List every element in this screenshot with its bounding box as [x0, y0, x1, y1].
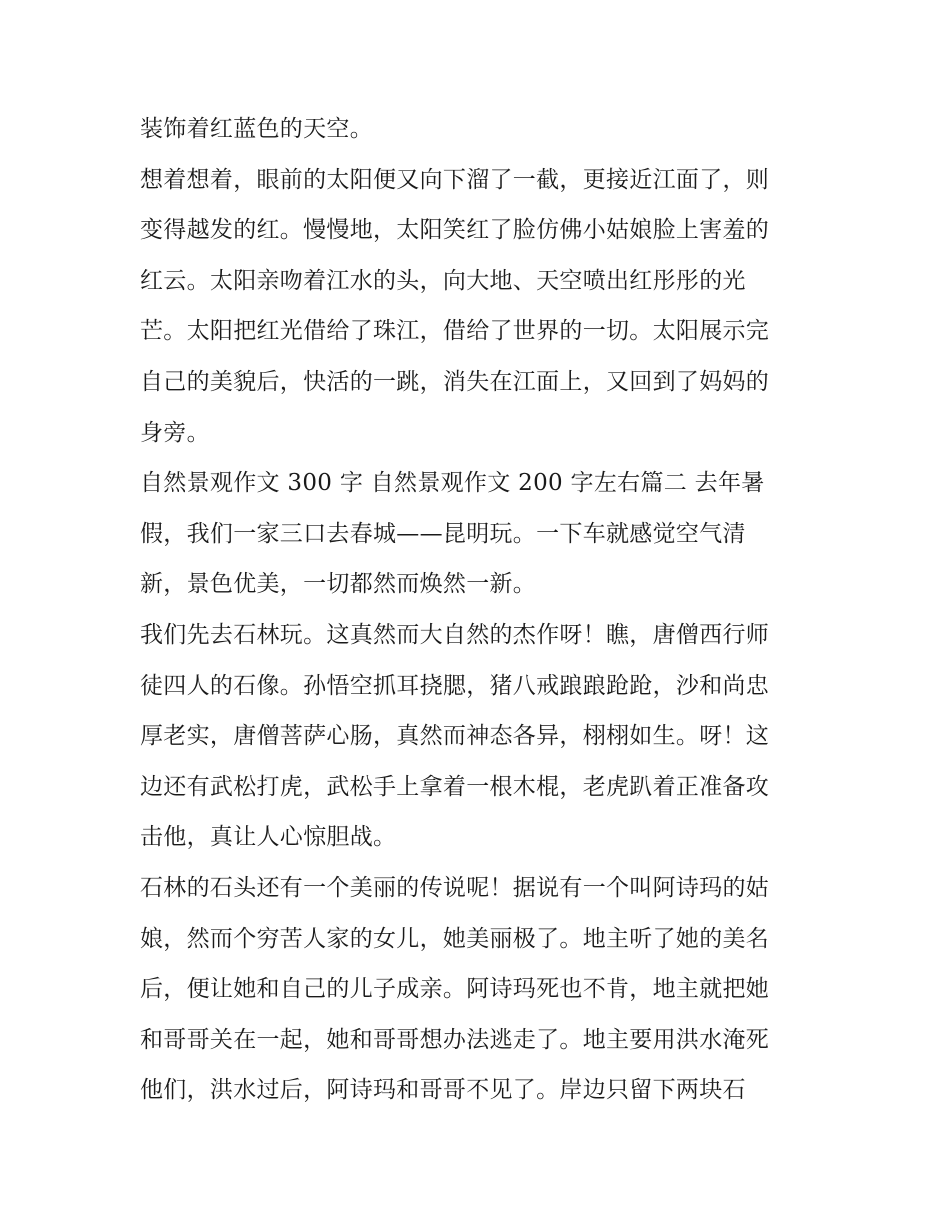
text-line: 击他，真让人心惊胆战。 — [140, 824, 397, 851]
text-line: 和哥哥关在一起，她和哥哥想办法逃走了。地主要用洪水淹死 — [140, 1026, 770, 1053]
text-line: 想着想着，眼前的太阳便又向下溜了一截，更接近江面了，则 — [140, 166, 770, 193]
text-line: 自己的美貌后，快活的一跳，消失在江面上，又回到了妈妈的 — [140, 368, 770, 395]
text-line: 后，便让她和自己的儿子成亲。阿诗玛死也不肯，地主就把她 — [140, 976, 770, 1003]
text-line: 假，我们一家三口去春城——昆明玩。一下车就感觉空气清 — [140, 520, 746, 547]
text-line: 石林的石头还有一个美丽的传说呢！据说有一个叫阿诗玛的姑 — [140, 874, 770, 901]
text-line: 装饰着红蓝色的天空。 — [140, 116, 373, 142]
text-line: 身旁。 — [140, 419, 210, 446]
text-line: 新，景色优美，一切都然而焕然一新。 — [140, 571, 537, 598]
text-line: 他们，洪水过后，阿诗玛和哥哥不见了。岸边只留下两块石 — [140, 1077, 746, 1104]
text-line: 边还有武松打虎，武松手上拿着一根木棍，老虎趴着正准备攻 — [140, 773, 770, 800]
text-line: 娘，然而个穷苦人家的女儿，她美丽极了。地主听了她的美名 — [140, 925, 770, 952]
text-line: 我们先去石林玩。这真然而大自然的杰作呀！瞧，唐僧西行师 — [140, 621, 770, 648]
text-line: 自然景观作文 300 字 自然景观作文 200 字左右篇二 去年暑 — [140, 470, 765, 497]
text-line: 变得越发的红。慢慢地，太阳笑红了脸仿佛小姑娘脸上害羞的 — [140, 217, 770, 244]
text-line: 红云。太阳亲吻着江水的头，向大地、天空喷出红彤彤的光 — [140, 267, 746, 294]
text-line: 厚老实，唐僧菩萨心肠，真然而神态各异，栩栩如生。呀！这 — [140, 723, 770, 750]
text-line: 徒四人的石像。孙悟空抓耳挠腮，猪八戒踉踉跄跄，沙和尚忠 — [140, 672, 770, 699]
document-body — [140, 104, 815, 1116]
text-line: 芒。太阳把红光借给了珠江，借给了世界的一切。太阳展示完 — [140, 318, 770, 345]
